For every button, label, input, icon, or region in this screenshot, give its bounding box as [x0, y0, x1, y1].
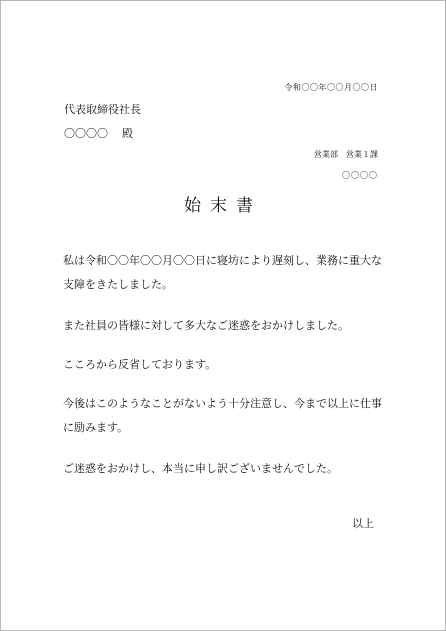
body-paragraph-4-line-1: 今後はこのようなことがないよう十分注意し、今まで以上に仕事 [63, 397, 382, 410]
recipient-title: 代表取締役社長 [64, 103, 141, 116]
sender-section: 営業１課 [346, 150, 378, 159]
recipient-name-row [64, 125, 133, 141]
sender-department: 営業部 [314, 150, 338, 159]
body-paragraph-4 [63, 392, 393, 440]
body-paragraph-4-line-2: に励みます。 [63, 421, 129, 434]
body-paragraph-1 [63, 249, 393, 297]
body-paragraph-3: こころから反省しております。 [63, 358, 217, 371]
body-paragraph-2: また社員の皆様に対して多大なご迷惑をおかけしました。 [63, 319, 349, 332]
body-paragraph-1-line-1: 私は令和〇〇年〇〇月〇〇日に寝坊により遅刻し、業務に重大な [63, 254, 382, 267]
recipient-name: 〇〇〇〇 [64, 127, 108, 140]
sender-name: 〇〇〇〇 [342, 171, 378, 180]
body-paragraph-1-line-2: 支障をきたしました。 [63, 278, 173, 291]
recipient-honorific: 殿 [122, 127, 133, 140]
body-paragraph-5: ご迷惑をおかけし、本当に申し訳ございませんでした。 [63, 462, 338, 475]
sender-department-row [314, 149, 378, 160]
closing-mark: 以上 [352, 517, 374, 530]
letter-body [63, 249, 393, 496]
document-title: 始末書 [184, 196, 262, 216]
letter-date: 令和〇〇年〇〇月〇〇日 [284, 83, 378, 92]
